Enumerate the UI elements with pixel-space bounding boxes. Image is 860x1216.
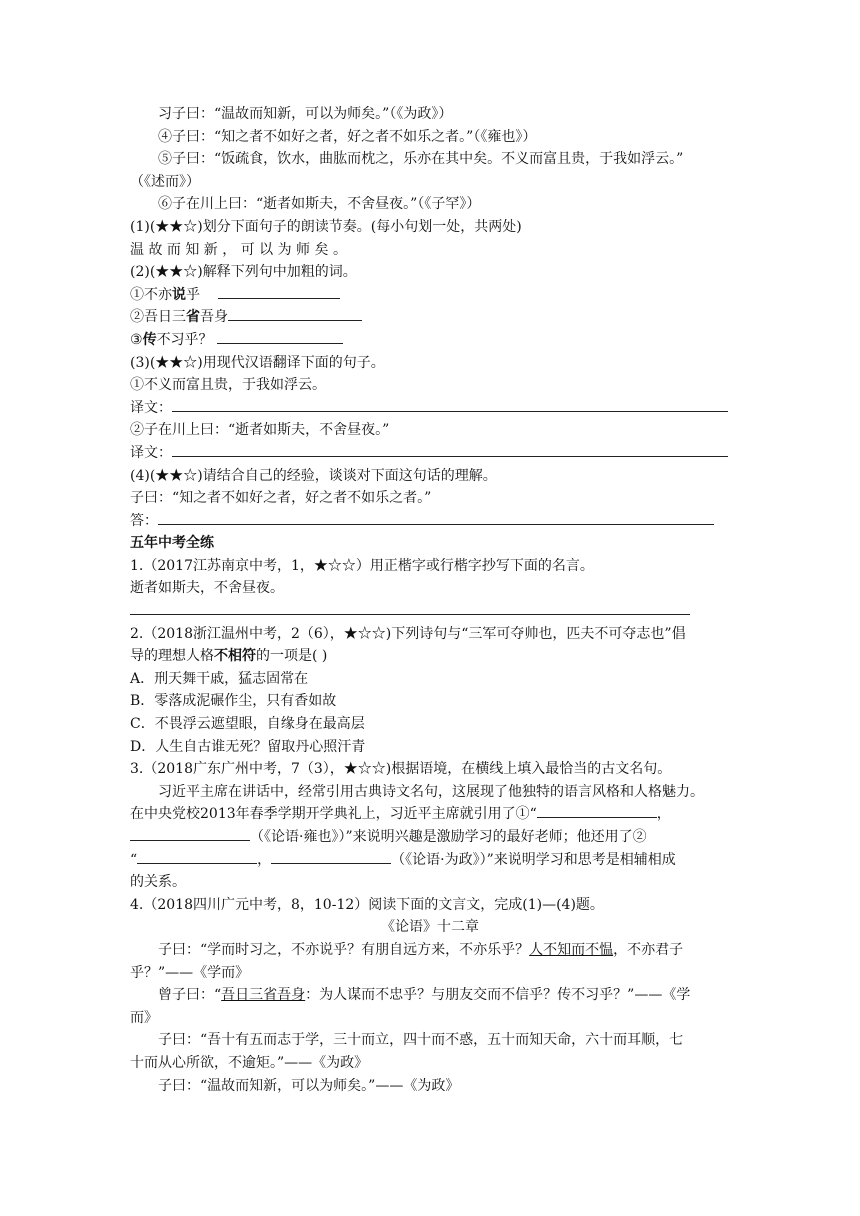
option-c: C．不畏浮云遮望眼，自缘身在最高层 [130,716,365,733]
bold-word: 省 [186,309,200,326]
exam-2-text: 的一项是( ) [256,648,328,665]
exercise-1-sentence: 温 故 而 知 新 ， 可 以 为 师 矣 。 [130,241,347,258]
answer-blank[interactable] [130,826,250,841]
answer-blank[interactable] [158,510,714,525]
exercise-2: (2)(★★☆)解释下列句中加粗的词。 [130,264,357,281]
underlined-phrase: 人不知而不愠 [529,941,614,958]
answer-blank[interactable] [271,849,391,864]
exam-3-line-4 [130,826,730,849]
exercise-2-c [130,329,730,352]
exercise-3-b: ②子在川上曰：“逝者如斯夫，不舍昼夜。” [130,422,390,439]
answer-blank[interactable] [228,306,362,321]
exam-3-text: （《论语·雍也》）”来说明兴趣是激励学习的最好老师；他还用了② [250,829,647,845]
exam-3-text: ， [656,806,671,823]
bold-word: 说 [172,286,186,303]
exam-3-line-1: 3.（2018广东广州中考，7（3），★☆☆)根据语境，在横线上填入最恰当的古文名句。 [130,761,672,778]
bold-word: 不相符 [214,648,256,665]
answer-blank[interactable] [218,284,340,299]
exam-3-line-2: 习近平主席在讲话中，经常引用古典诗文名句，这展现了他独特的语言风格和人格魅力。 [158,783,704,800]
quote-6: ⑥子在川上曰：“逝者如斯夫，不舍昼夜。”（《子罕》） [158,196,481,213]
exam-3-text: （《论语·为政》）”来说明学习和思考是相辅相成 [391,851,676,868]
exercise-2-a-text: 乎 [186,286,200,303]
exercise-2-b-text: ②吾日三 [130,309,186,326]
translation-line [130,397,730,420]
exercise-2-b-text: 吾身 [200,309,228,326]
exercise-2-a-text: ①不亦 [130,286,172,303]
section-title: 五年中考全练 [130,535,214,552]
answer-blank[interactable] [137,849,257,864]
passage-1 [130,939,730,962]
passage-text: 子曰：“学而时习之，不亦说乎？有朋自远方来，不亦乐乎？ [158,941,530,958]
bold-word: 传 [142,331,157,348]
answer-line [130,510,730,533]
exam-3-text: “ [130,851,138,868]
exam-2-text: 导的理想人格 [130,648,214,665]
passage-1-cont: 乎？”——《学而》 [130,964,250,981]
quote-5-source: （《述而》） [130,173,200,190]
passage-text: ：为人谋而不忠乎？与朋友交而不信乎？传不习乎？”——《学 [305,987,691,1004]
exercise-2-b [130,306,730,329]
exam-3-text: ， [257,851,272,868]
exam-3-text: 在中央党校2013年春季学期开学典礼上，习近平主席就引用了①“ [130,806,537,823]
exercise-3-a: ①不义而富且贵，于我如浮云。 [130,377,326,394]
answer-blank[interactable] [172,397,728,412]
quote-3: 习子曰：“温故而知新，可以为师矣。”（《为政》） [158,106,453,122]
exam-3-line-3 [130,803,730,826]
underlined-phrase: 吾日三省吾身 [221,987,306,1004]
exercise-2-c-text: ③ [130,331,143,348]
passage-3: 子曰：“吾十有五而志于学，三十而立，四十而不惑，五十而知天命，六十而耳顺，七 [158,1032,684,1049]
translation-label: 译文： [130,399,172,416]
option-d: D．人生自古谁无死？留取丹心照汗青 [130,738,366,755]
copy-line [130,600,730,623]
exam-1: 1.（2017江苏南京中考，1，★☆☆）用正楷字或行楷字抄写下面的名言。 [130,557,594,574]
option-a: A．刑天舞干戚，猛志固常在 [130,670,309,687]
exercise-4: (4)(★★☆)请结合自己的经验，谈谈对下面这句话的理解。 [130,467,497,484]
exam-2-line-1: 2.（2018浙江温州中考，2（6），★☆☆)下列诗句与“三军可夺帅也，匹夫不可夺志也”倡 [130,625,686,642]
answer-blank[interactable] [130,600,690,615]
document-page [130,103,730,1097]
passage-3-cont: 十而从心所欲，不逾矩。”——《为政》 [130,1054,369,1071]
exercise-1: (1)(★★☆)划分下面句子的朗读节奏。(每小句划一处，共两处) [130,218,522,235]
exercise-2-c-text: 不习乎？ [156,331,213,348]
exam-4-line-1: 4.（2018四川广元中考，8，10-12）阅读下面的文言文，完成(1)—(4)题。 [130,896,604,913]
passage-text: ，不亦君子 [613,941,684,958]
passage-text: 曾子曰：“ [158,987,222,1004]
quote-5: ⑤子曰：“饭疏食，饮水，曲肱而枕之，乐亦在其中矣。不义而富且贵，于我如浮云。” [158,151,684,168]
exercise-4-quote: 子曰：“知之者不如好之者，好之者不如乐之者。” [130,490,432,507]
exam-2-line-2 [130,645,730,668]
passage-title: 《论语》十二章 [381,919,479,936]
quote-4: ④子曰：“知之者不如好之者，好之者不如乐之者。”（《雍也》） [158,128,537,145]
translation-line [130,442,730,465]
option-b: B．零落成泥碾作尘，只有香如故 [130,693,337,710]
passage-2-cont: 而》 [130,1009,158,1026]
translation-label: 译文： [130,444,172,461]
answer-label: 答： [130,512,158,529]
exam-3-line-5 [130,849,730,872]
answer-blank[interactable] [172,442,728,457]
exercise-3: (3)(★★☆)用现代汉语翻译下面的句子。 [130,354,385,371]
exercise-2-a [130,284,730,307]
passage-4: 子曰：“温故而知新，可以为师矣。”——《为政》 [158,1077,460,1094]
exam-3-line-6: 的关系。 [130,874,186,891]
passage-2 [130,984,730,1007]
answer-blank[interactable] [217,329,343,344]
answer-blank[interactable] [537,803,657,818]
exam-1-text: 逝者如斯夫，不舍昼夜。 [130,580,284,597]
